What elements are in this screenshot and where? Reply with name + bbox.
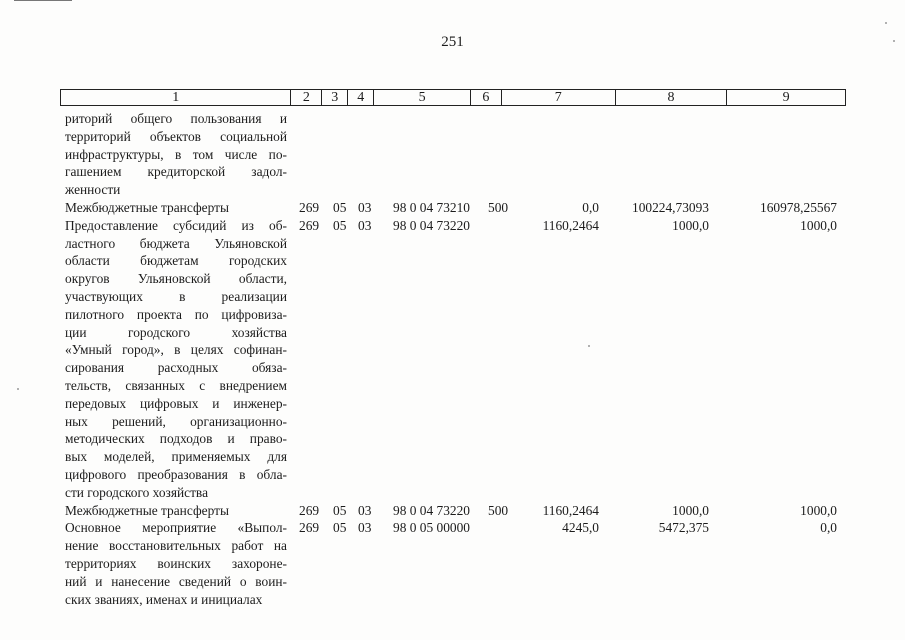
description-line: инфраструктуры, в том числе по-	[65, 146, 287, 162]
row-description	[65, 199, 287, 217]
cell-col-3: 05	[333, 217, 347, 233]
description-line: сирования расходных обяза-	[65, 360, 287, 376]
table-row	[65, 199, 855, 217]
scan-edge-mark	[14, 0, 72, 1]
cell-col-2: 269	[299, 199, 320, 215]
cell-col-3: 05	[333, 520, 347, 536]
cell-col-4: 03	[358, 502, 372, 518]
description-line: сти городского хозяйства	[65, 484, 209, 500]
cell-col-5: 98 0 04 73220	[393, 217, 470, 233]
cell-col-6: 500	[488, 502, 509, 518]
cell-col-5: 98 0 05 00000	[393, 520, 470, 536]
description-line: участвующих в реализации	[65, 288, 287, 304]
scan-speck	[588, 345, 590, 347]
cell-col-5: 98 0 04 73210	[393, 199, 470, 215]
cell-col-6: 500	[488, 199, 509, 215]
description-line: пилотного проекта по цифровиза-	[65, 306, 287, 322]
cell-col-3: 05	[333, 502, 347, 518]
cell-col-8: 100224,73093	[632, 199, 709, 215]
description-line: Межбюджетные трансферты	[65, 199, 229, 215]
cell-col-2: 269	[299, 502, 320, 518]
cell-col-4: 03	[358, 217, 372, 233]
header-cell-3: 3	[322, 90, 348, 105]
cell-col-8: 1000,0	[672, 217, 709, 233]
description-line: ластного бюджета Ульяновской	[65, 235, 287, 251]
cell-col-3: 05	[333, 199, 347, 215]
description-line: Основное мероприятие «Выпол-	[65, 520, 287, 536]
cell-col-7: 0,0	[582, 199, 599, 215]
cell-col-9: 160978,25567	[760, 199, 837, 215]
description-line: вых моделей, применяемых для	[65, 449, 287, 465]
header-cell-8: 8	[616, 90, 728, 105]
description-line: цифрового преобразования в обла-	[65, 466, 287, 482]
cell-col-7: 4245,0	[562, 520, 599, 536]
table-row	[65, 110, 855, 199]
table-header-row	[60, 89, 846, 106]
description-line: ний и нанесение сведений о воин-	[65, 573, 287, 589]
description-line: ных решений, организационно-	[65, 413, 287, 429]
row-description	[65, 519, 287, 608]
header-cell-2: 2	[291, 90, 322, 105]
header-cell-4: 4	[348, 90, 374, 105]
table-row	[65, 502, 855, 520]
cell-col-7: 1160,2464	[542, 502, 599, 518]
table-body	[65, 110, 855, 608]
description-line: ских званиях, именах и инициалах	[65, 591, 263, 607]
cell-col-8: 5472,375	[658, 520, 709, 536]
description-line: территорий объектов социальной	[65, 128, 287, 144]
description-line: риторий общего пользования и	[65, 111, 287, 126]
table-row	[65, 217, 855, 502]
row-description	[65, 217, 287, 502]
description-line: методических подходов и право-	[65, 431, 287, 447]
header-cell-9: 9	[782, 90, 790, 105]
description-line: нение восстановительных работ на	[65, 538, 287, 554]
scan-speck	[885, 22, 887, 24]
cell-col-4: 03	[358, 199, 372, 215]
description-line: округов Ульяновской области,	[65, 271, 287, 287]
cell-col-9: 1000,0	[800, 217, 837, 233]
scan-speck	[893, 40, 895, 42]
row-description	[65, 502, 287, 520]
description-line: Предоставление субсидий из об-	[65, 217, 287, 233]
description-line: гашением кредиторской задол-	[65, 164, 287, 180]
cell-col-2: 269	[299, 217, 320, 233]
table-row	[65, 519, 855, 608]
cell-col-9: 1000,0	[800, 502, 837, 518]
header-cell-5: 5	[374, 90, 471, 105]
page-number: 251	[441, 34, 464, 50]
cell-col-8: 1000,0	[672, 502, 709, 518]
cell-col-5: 98 0 04 73220	[393, 502, 470, 518]
cell-col-7: 1160,2464	[542, 217, 599, 233]
description-line: ции городского хозяйства	[65, 324, 287, 340]
scan-speck	[17, 388, 19, 390]
row-description	[65, 110, 287, 199]
description-line: области бюджетам городских	[65, 253, 287, 269]
header-cell-1: 1	[61, 90, 291, 105]
description-line: территориях воинских захороне-	[65, 555, 287, 571]
description-line: передовых цифровых и инженер-	[65, 395, 287, 411]
description-line: «Умный город», в целях софинан-	[65, 342, 287, 358]
cell-col-9: 0,0	[820, 520, 837, 536]
cell-col-4: 03	[358, 520, 372, 536]
description-line: женности	[65, 182, 121, 198]
description-line: Межбюджетные трансферты	[65, 502, 229, 518]
cell-col-2: 269	[299, 520, 320, 536]
header-cell-7: 7	[502, 90, 616, 105]
header-cell-6: 6	[471, 90, 502, 105]
description-line: тельств, связанных с внедрением	[65, 377, 287, 393]
